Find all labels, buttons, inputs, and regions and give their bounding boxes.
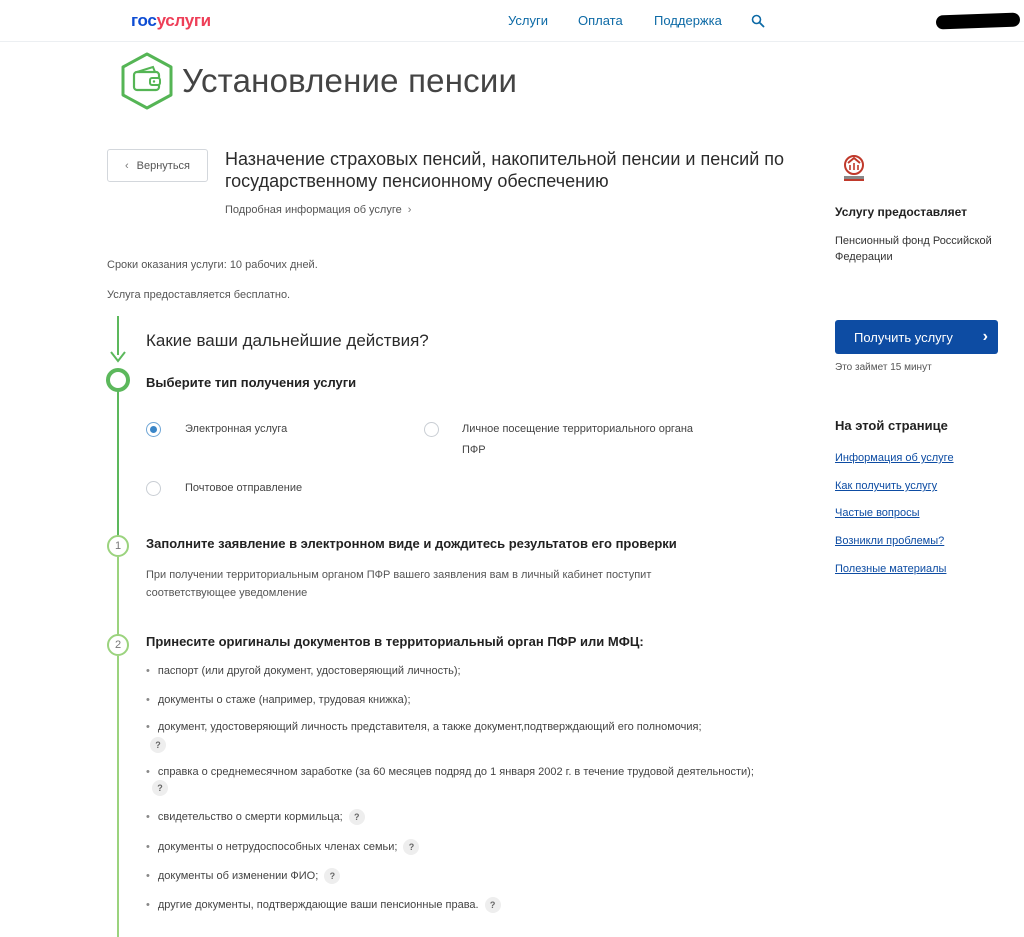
bullet: •: [146, 811, 150, 823]
get-service-label: Получить услугу: [854, 329, 953, 345]
bullet: •: [146, 899, 150, 911]
bullet: •: [146, 721, 150, 733]
document-text: документы об изменении ФИО;: [157, 870, 319, 882]
top-header: [0, 0, 1024, 42]
bullet: •: [146, 694, 150, 706]
wallet-hexagon-icon: [119, 52, 175, 110]
nav-payment[interactable]: Оплата: [578, 13, 623, 28]
service-title: Назначение страховых пенсий, накопительной пенсии и пенсий по государственному пенсионному обеспечению: [225, 149, 785, 191]
radio-electronic-label[interactable]: Электронная услуга: [185, 423, 288, 435]
help-icon[interactable]: ?: [349, 809, 365, 825]
step-fill-application-title: Заполните заявление в электронном виде и дождитесь результатов его проверки: [146, 536, 677, 551]
radio-electronic-service[interactable]: [146, 422, 161, 437]
pension-fund-logo-icon: [838, 152, 870, 184]
link-service-info[interactable]: Информация об услуге: [835, 452, 954, 464]
document-item: [146, 897, 766, 913]
time-estimate: Это займет 15 минут: [835, 362, 932, 373]
document-text: документ, удостоверяющий личность представителя, а также документ,подтверждающий его полномочия;: [157, 721, 702, 733]
user-profile-redacted[interactable]: [936, 13, 1020, 30]
document-text: паспорт (или другой документ, удостоверяющий личность);: [157, 665, 461, 677]
provider-label: Услугу предоставляет: [835, 205, 968, 219]
radio-personal-visit[interactable]: [424, 422, 439, 437]
step-choose-type-title: Выберите тип получения услуги: [146, 375, 357, 390]
radio-postal[interactable]: [146, 481, 161, 496]
chevron-right-icon: ›: [982, 328, 988, 345]
document-item: [146, 868, 766, 884]
more-info-link[interactable]: [225, 204, 411, 216]
service-terms: Сроки оказания услуги: 10 рабочих дней.: [107, 259, 318, 271]
document-item: [146, 663, 766, 679]
help-icon[interactable]: ?: [485, 897, 501, 913]
step-number-1: 1: [107, 535, 129, 557]
chevron-left-icon: ‹: [124, 159, 129, 172]
document-text: свидетельство о смерти кормильца;: [157, 811, 343, 823]
document-item: [146, 809, 766, 825]
nav-services[interactable]: Услуги: [508, 13, 548, 28]
document-item: [146, 692, 766, 708]
chevron-right-icon: ›: [407, 204, 412, 216]
page-title: Установление пенсии: [182, 62, 518, 99]
bullet: •: [146, 766, 150, 778]
more-info-label: Подробная информация об услуге: [225, 204, 402, 216]
document-item: [146, 719, 766, 753]
radio-postal-label[interactable]: Почтовое отправление: [185, 482, 303, 494]
link-useful-materials[interactable]: Полезные материалы: [835, 563, 947, 575]
document-text: справка о среднемесячном заработке (за 60 месяцев подряд до 1 января 2002 г. в течение трудовой деятельности);: [157, 766, 754, 778]
document-text: другие документы, подтверждающие ваши пенсионные права.: [157, 899, 479, 911]
step-number-2: 2: [107, 634, 129, 656]
link-how-to-get[interactable]: Как получить услугу: [835, 480, 938, 492]
get-service-button[interactable]: [835, 320, 998, 354]
document-text: документы о стаже (например, трудовая книжка);: [157, 694, 411, 706]
logo-part-uslugi: услуги: [156, 11, 211, 30]
step-bring-documents-title: Принесите оригиналы документов в территориальный орган ПФР или МФЦ:: [146, 634, 644, 649]
service-free-note: Услуга предоставляется бесплатно.: [107, 289, 291, 301]
gosuslugi-logo[interactable]: [131, 11, 211, 31]
help-icon[interactable]: ?: [152, 780, 168, 796]
help-icon[interactable]: ?: [324, 868, 340, 884]
logo-part-gos: гос: [131, 11, 157, 30]
bullet: •: [146, 841, 150, 853]
link-faq[interactable]: Частые вопросы: [835, 507, 920, 519]
document-item: [146, 764, 766, 796]
steps-timeline: [100, 310, 140, 937]
step-fill-application-text: При получении территориальным органом ПФР вашего заявления вам в личный кабинет поступит соответствующее уведомление: [146, 569, 652, 599]
provider-name: Пенсионный фонд Российской Федерации: [835, 235, 992, 263]
search-icon[interactable]: [751, 14, 765, 28]
help-icon[interactable]: ?: [403, 839, 419, 855]
bullet: •: [146, 665, 150, 677]
on-this-page-heading: На этой странице: [835, 418, 948, 433]
back-button-label: Вернуться: [136, 159, 191, 172]
nav-support[interactable]: Поддержка: [654, 13, 722, 28]
back-button[interactable]: [107, 149, 208, 182]
document-item: [146, 839, 766, 855]
link-problems[interactable]: Возникли проблемы?: [835, 535, 945, 547]
document-text: документы о нетрудоспособных членах семьи;: [157, 841, 398, 853]
next-actions-heading: Какие ваши дальнейшие действия?: [146, 331, 429, 350]
help-icon[interactable]: ?: [150, 737, 166, 753]
radio-personal-visit-label[interactable]: Личное посещение территориального органа ПФР: [462, 423, 694, 456]
bullet: •: [146, 870, 150, 882]
